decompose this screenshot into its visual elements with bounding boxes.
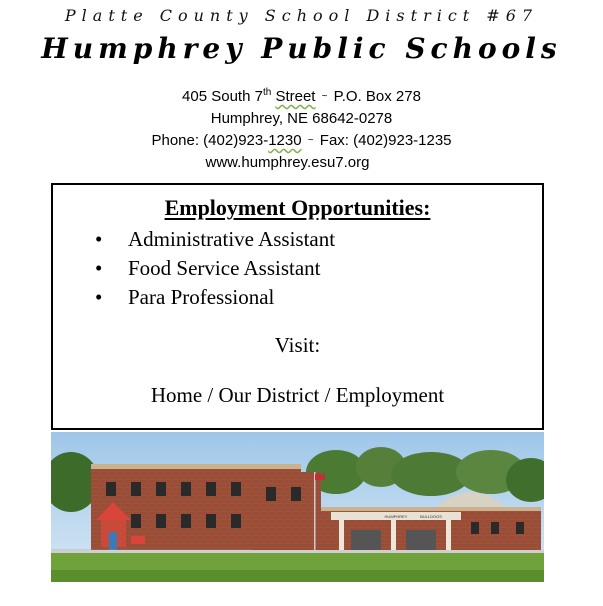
list-item (95, 254, 335, 283)
bullet-icon: • (95, 256, 103, 280)
building-sign-text: HUMPHREY (384, 514, 408, 519)
separator-dot: ~ (321, 91, 328, 103)
district-name: Platte County School District #67 (64, 6, 539, 25)
visit-label: Visit: (274, 333, 321, 357)
street-number: 405 South 7 (182, 88, 263, 105)
city-line: Humphrey, NE 68642-0278 (210, 110, 393, 128)
job-title: Administrative Assistant (128, 227, 336, 251)
building-sign-text-2: BULLDOGS (420, 514, 442, 519)
employment-box (51, 183, 544, 430)
employment-path: Home / Our District / Employment (150, 383, 445, 407)
bullet-icon: • (95, 285, 103, 309)
street-ordinal: th (262, 87, 272, 98)
street-word: Street (275, 88, 316, 105)
website-link[interactable]: www.humphrey.esu7.org (205, 154, 370, 172)
job-title: Food Service Assistant (128, 256, 321, 280)
phone-prefix: Phone: (402)923- (151, 132, 269, 150)
bullet-icon: • (95, 227, 103, 251)
school-building-image (51, 432, 544, 582)
street-line (0, 82, 603, 108)
list-item (95, 283, 335, 312)
separator-dot: ~ (307, 135, 314, 147)
school-photo (51, 432, 544, 582)
contact-block (0, 82, 603, 174)
phone-line (0, 130, 603, 152)
job-title: Para Professional (128, 285, 275, 309)
po-box: P.O. Box 278 (333, 88, 421, 105)
job-list (95, 225, 335, 312)
employment-title: Employment Opportunities: (164, 195, 431, 220)
phone-suffix: 1230 (268, 132, 302, 150)
fax-number: Fax: (402)923-1235 (319, 132, 452, 150)
website-line (0, 152, 603, 174)
list-item (95, 225, 335, 254)
school-name: Humphrey Public Schools (41, 32, 562, 65)
